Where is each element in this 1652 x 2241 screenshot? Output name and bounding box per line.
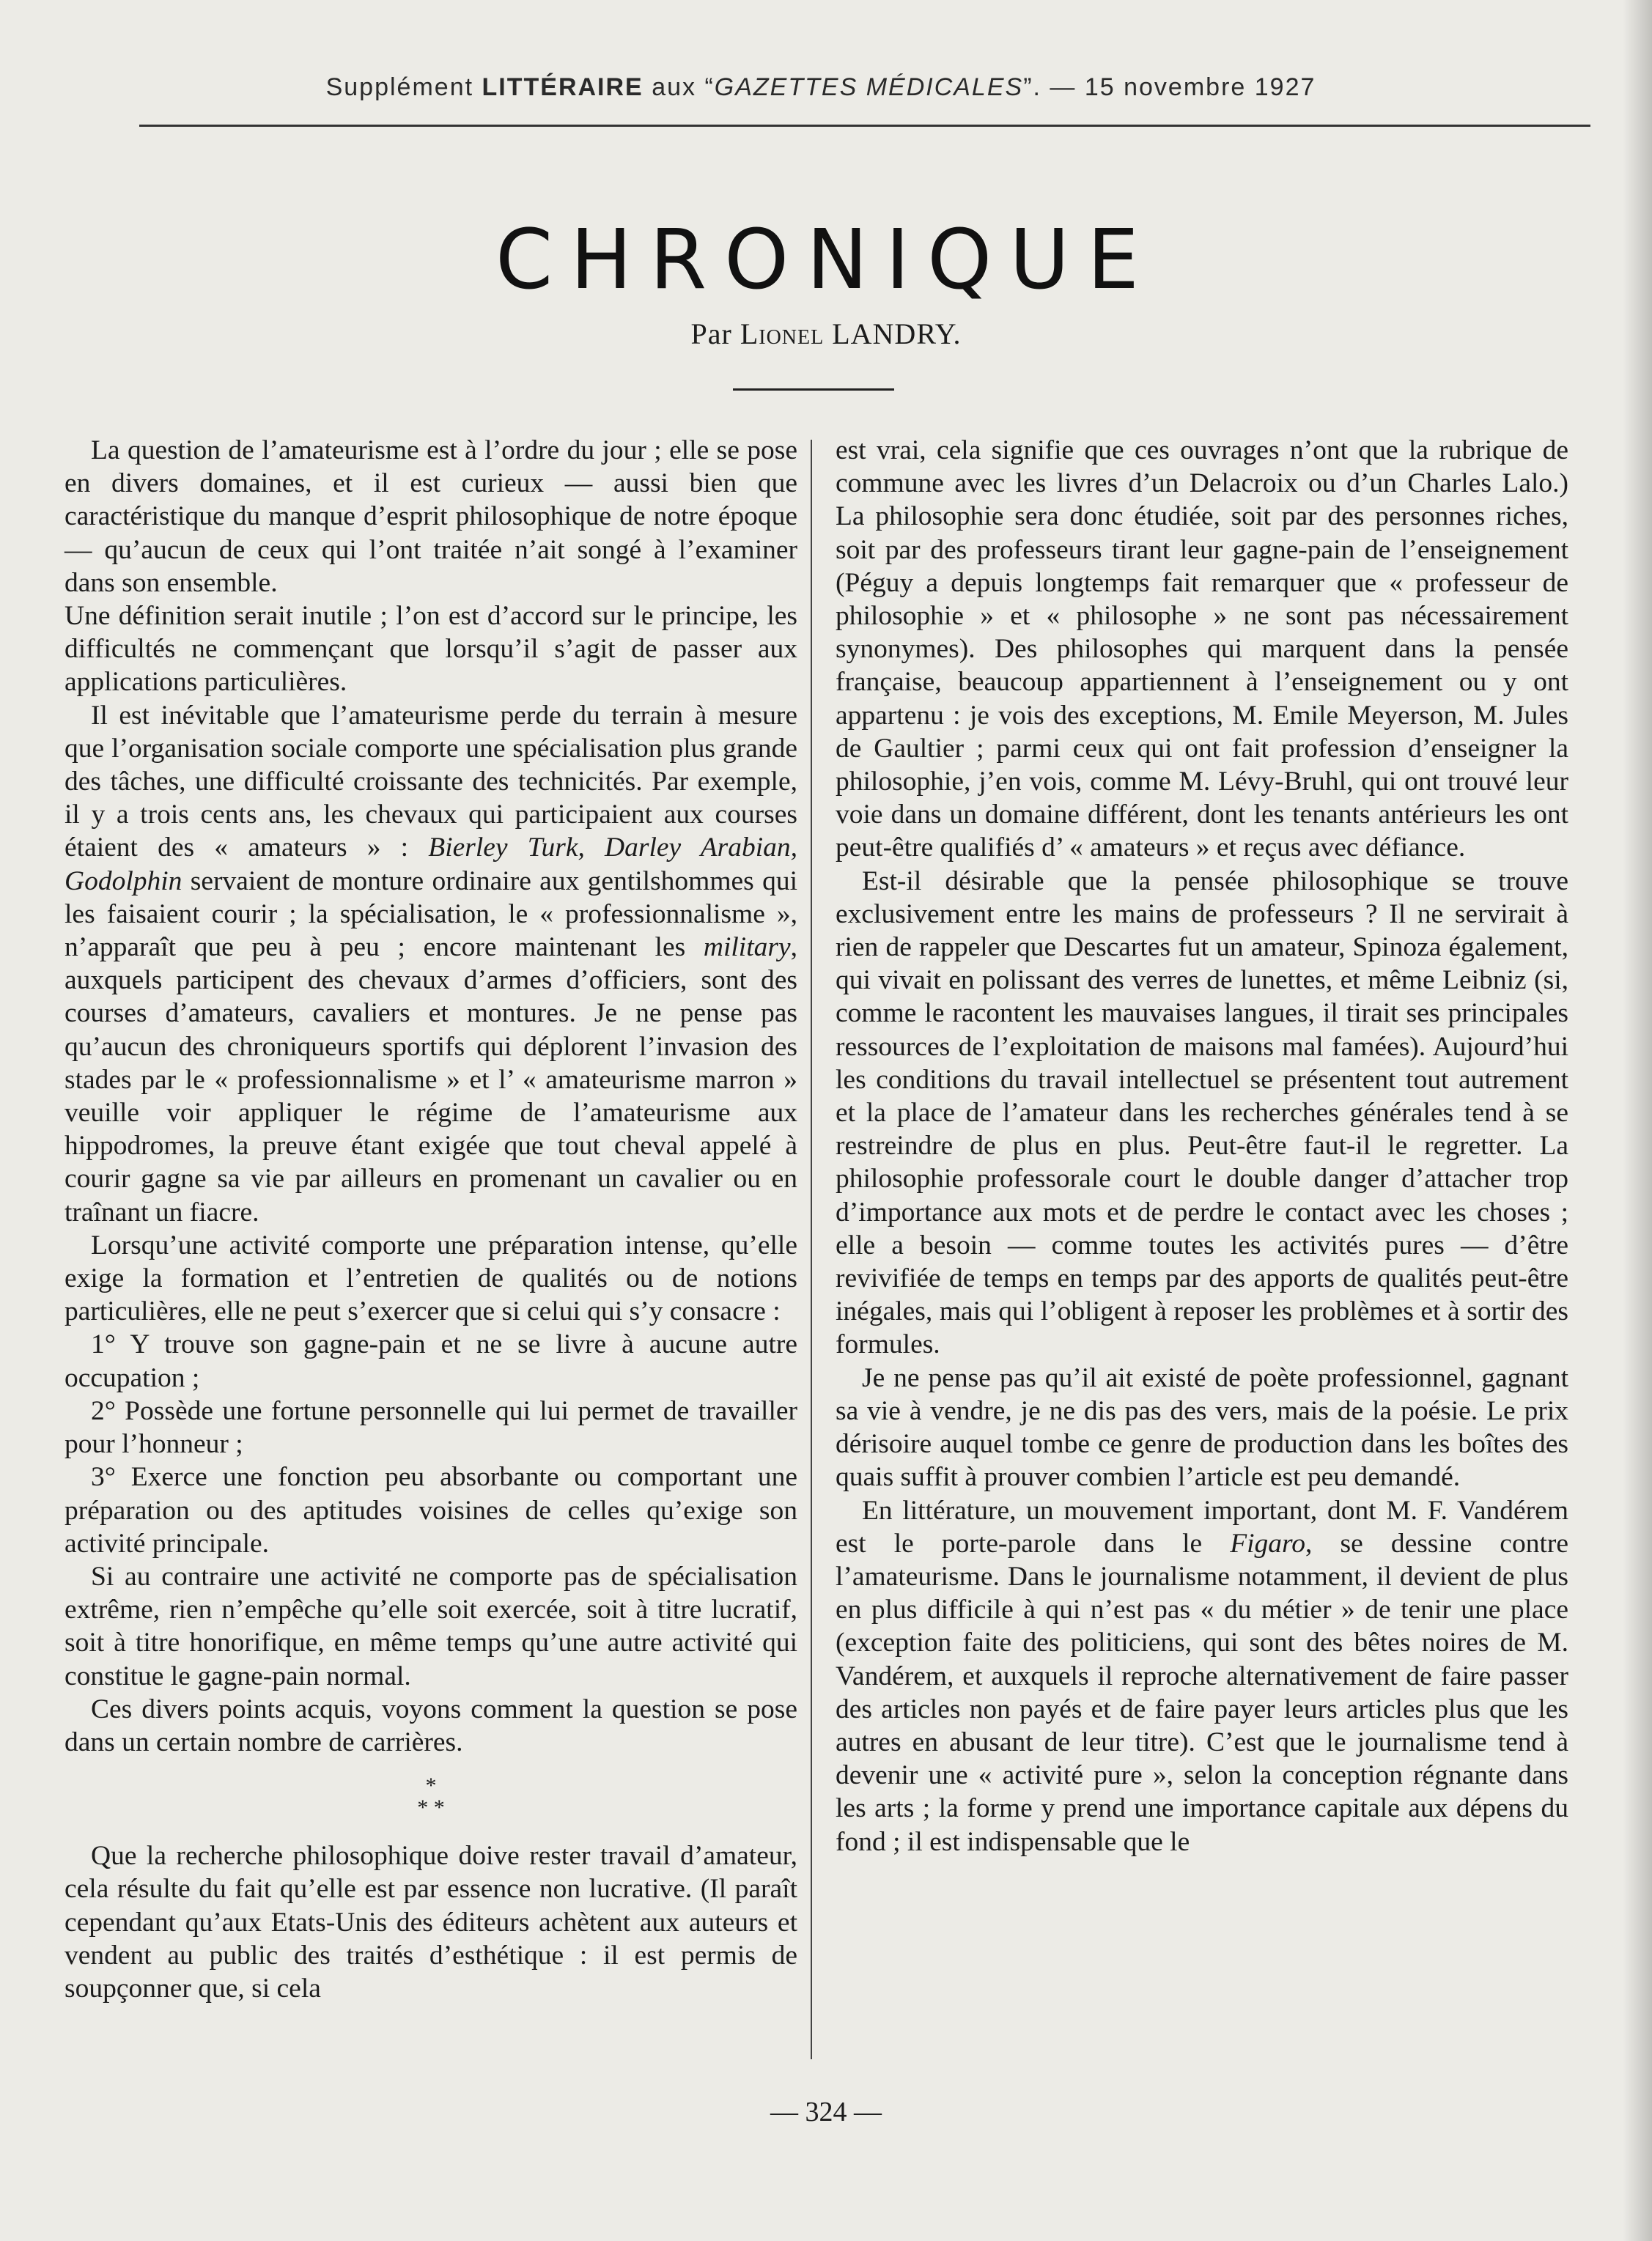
paragraph: Que la recherche philosophique doive rester travail d’amateur, cela résulte du fait qu’elle est par essence non lucrative. (Il paraît cependant qu’aux Etats-Unis des éditeurs achètent aux auteurs et vendent au public des traités d’esthétique : il est permis de soupçonner que, si cela [64, 1841, 797, 2004]
horse-names: Bierley Turk, Darley Arabian, Godolphin [64, 832, 797, 896]
right-column [836, 434, 1568, 1858]
military-term: military [703, 932, 791, 963]
paragraph: Ces divers points acquis, voyons comment la question se pose dans un certain nombre de carrières. [64, 1694, 797, 1757]
paragraph: est vrai, cela signifie que ces ouvrages n’ont que la rubrique de commune avec les livres d’un Delacroix ou d’un Charles Lalo.) La philosophie sera donc étudiée, soit par des personnes riches, soit par des professeurs tirant leur gagne-pain de l’enseignement (Péguy a depuis longtemps fait remarquer que « professeur de philosophie » et « philosophe » ne sont pas nécessairement synonymes). Des philosophes qui marquent dans la pensée française, beaucoup appartiennent à l’enseignement ou y ont appartenu : je vois des exceptions, M. Emile Meyerson, M. Jules de Gaultier ; parmi ceux qui ont fait profession d’enseigner la philosophie, j’en vois, comme M. Lévy-Bruhl, qui ont trouvé leur voie dans un domaine différent, dont les tenants antérieurs les ont peut-être qualifiés d’ « amateurs » et reçus avec défiance. [836, 435, 1568, 863]
page-number: — 324 — [770, 2097, 882, 2127]
left-column [64, 434, 797, 2005]
running-header [308, 73, 1334, 102]
paragraph: Si au contraire une activité ne comporte pas de spécialisation extrême, rien n’empêche qu’elle soit exercée, soit à titre lucratif, soit à titre honorifique, en même temps qu’une autre activité qui constitue le gagne-pain normal. [64, 1561, 797, 1691]
column-divider [811, 440, 812, 2059]
paragraph-text: , se dessine contre l’amateurisme. Dans le journalisme notamment, il devient de plus en plus difficile à qui n’est pas « du métier » de tenir une place (exception faite des politiciens, qui sont des bêtes noires de M. Vandérem, et auxquels il reproche alternativement de faire passer des articles non payés et de faire payer leurs articles plus que les autres en abusant de leur titre). C’est que le journalisme tend à devenir une « activité pure », selon la conception régnante dans les arts ; la forme y prend une importance capitale aux dépens du fond ; il est indispensable que le [836, 1528, 1568, 1857]
author-first-name: Lionel [740, 317, 825, 350]
paragraph [836, 1494, 1568, 1858]
header-gazette: GAZETTES MÉDICALES [714, 73, 1024, 101]
article-title: CHRONIQUE [495, 213, 1157, 308]
list-item: 1° Y trouve son gagne-pain et ne se livre à aucune autre occupation ; [64, 1329, 797, 1393]
author-last-name: LANDRY. [832, 317, 962, 350]
list-item: 2° Possède une fortune personnelle qui lui permet de travailler pour l’honneur ; [64, 1395, 797, 1460]
section-asterism: * * * [417, 1773, 445, 1820]
paragraph: Je ne pense pas qu’il ait existé de poète professionnel, gagnant sa vie à vendre, je ne dis pas des vers, mais de la poésie. Le prix dérisoire auquel tombe ce genre de production dans les boîtes des quais suffit à prouver combien l’article est peu demandé. [836, 1362, 1568, 1493]
paragraph-text: En littérature, un mouvement important, dont M. F. Vandérem est le porte-parole dans le [836, 1495, 1568, 1559]
paragraph: La question de l’amateurisme est à l’ordre du jour ; elle se pose en divers domaines, et il est curieux — aussi bien que caractéristique du manque d’esprit philosophique de notre époque — qu’aucun de ceux qui l’ont traitée n’ait songé à l’examiner dans son ensemble. [64, 435, 797, 598]
byline [0, 317, 1652, 351]
paragraph-text: servaient de monture ordinaire aux gentilshommes qui les faisaient courir ; la spécialisation, le « professionnalisme », n’apparaît que peu à peu ; encore maintenant les [64, 865, 797, 963]
byline-par: Par [690, 317, 732, 350]
header-middle: aux “ [652, 73, 715, 101]
paragraph: Lorsqu’une activité comporte une préparation intense, qu’elle exige la formation et l’entretien de qualités ou de notions particulières, elle ne peut s’exercer que si celui qui s’y consacre : [64, 1230, 797, 1327]
header-literary: LITTÉRAIRE [482, 73, 644, 101]
paragraph: Une définition serait inutile ; l’on est d’accord sur le principe, les difficultés ne commençant que lorsqu’il s’agit de passer aux applications particulières. [64, 601, 797, 698]
figaro-title: Figaro [1230, 1528, 1306, 1559]
paragraph: Est-il désirable que la pensée philosophique se trouve exclusivement entre les mains de professeurs ? Il ne servirait à rien de rappeler que Descartes fut un amateur, Spinoza également, qui vivait en polissant des verres de lunettes, et même Leibniz (si, comme le racontent les mauvaises langues, il tirait ses principales ressources de l’exploitation de maisons mal famées). Aujourd’hui les conditions du travail intellectuel se présentent tout autrement et la place de l’amateur dans les recherches générales tend à se restreindre de plus en plus. Peut-être faut-il le regretter. La philosophie professorale court le double danger d’attacher trop d’importance aux mots et de perdre le contact avec les choses ; elle a besoin — comme toutes les activités pures — d’être revivifiée de temps en temps par des apports de qualités peut-être inégales, mais qui l’obligent à reposer les problèmes et à sortir des formules. [836, 865, 1568, 1360]
paragraph [64, 699, 797, 1229]
header-rule [139, 125, 1590, 127]
header-prefix: Supplément [325, 73, 474, 101]
paragraph-text: , auxquels participent des chevaux d’armes d’officiers, sont des courses d’amateurs, cavaliers et montures. Je ne pense pas qu’aucun des chroniqueurs sportifs qui déplorent l’invasion des stades par le « professionnalisme » et l’ « amateurisme marron » veuille voir appliquer le régime de l’amateurisme aux hippodromes, la preuve étant exigée que tout cheval appelé à courir gagne sa vie par ailleurs en promenant un cavalier ou en traînant un fiacre. [64, 932, 797, 1227]
paragraph-text: Il est inévitable que l’amateurisme perde du terrain à mesure que l’organisation sociale comporte une spécialisation plus grande des tâches, une difficulté croissante des technicités. Par exemple, il y a trois cents ans, les chevaux qui participaient aux courses étaient des « amateurs » : [64, 700, 797, 863]
title-rule [733, 388, 894, 391]
header-date: ”. — 15 novembre 1927 [1023, 73, 1316, 101]
list-item: 3° Exerce une fonction peu absorbante ou comportant une préparation ou des aptitudes voisines de celles qu’exige son activité principale. [64, 1462, 797, 1559]
